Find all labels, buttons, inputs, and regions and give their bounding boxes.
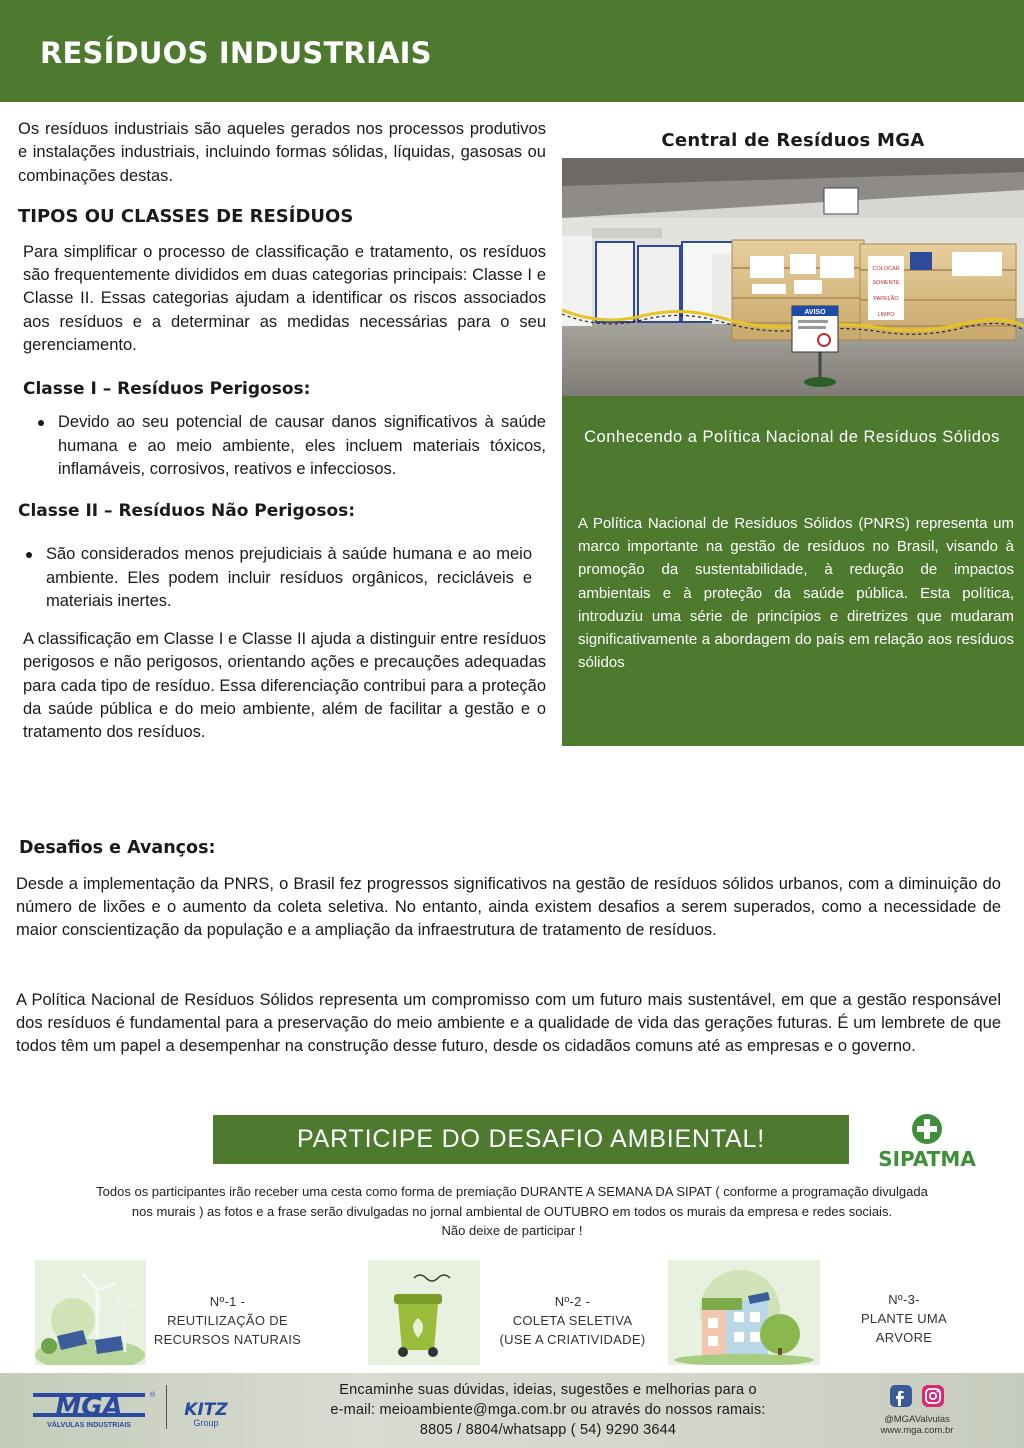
aviso-sign-text: AVISO bbox=[804, 309, 826, 316]
logo-divider bbox=[166, 1385, 167, 1429]
challenge-notice bbox=[30, 1182, 994, 1241]
green-building-icon bbox=[668, 1260, 820, 1365]
recycle-bin-icon bbox=[368, 1260, 480, 1365]
page-footer bbox=[0, 1373, 1024, 1448]
social-text bbox=[862, 1414, 972, 1436]
challenge-label-3 bbox=[833, 1290, 975, 1347]
classe1-heading: Classe I – Resíduos Perigosos: bbox=[23, 379, 311, 400]
website-link[interactable]: www.mga.com.br bbox=[880, 1425, 954, 1436]
wind-turbine-icon bbox=[35, 1260, 146, 1365]
bin-label-3: PAPELÃO bbox=[873, 296, 899, 302]
footer-contact bbox=[300, 1380, 796, 1440]
classe2-bullet: São considerados menos prejudiciais à saúde humana e ao meio ambiente. Eles podem incluir resíduos orgânicos, recicláveis e materiais inertes. bbox=[46, 543, 532, 613]
tipos-heading: TIPOS OU CLASSES DE RESÍDUOS bbox=[18, 205, 354, 227]
classe1-list bbox=[18, 411, 546, 481]
challenge-text-3a: PLANTE UMA bbox=[860, 1311, 948, 1326]
desafios-heading: Desafios e Avanços: bbox=[19, 838, 216, 858]
notice-line-3: Não deixe de participar ! bbox=[441, 1223, 583, 1238]
mga-logo-text: MGA bbox=[55, 1392, 123, 1422]
classe1-bullet: Devido ao seu potencial de causar danos significativos à saúde humana e ao meio ambiente, eles incluem materiais tóxicos, inflamáveis, corrosivos, reativos e infecciosos. bbox=[58, 411, 546, 481]
challenge-text-2a: COLETA SELETIVA bbox=[512, 1313, 633, 1328]
instagram-icon[interactable] bbox=[922, 1385, 944, 1407]
footer-line-2[interactable]: e-mail: meioambiente@mga.com.br ou através do nossos ramais: bbox=[330, 1402, 766, 1418]
challenge-text-2b: (USE A CRIATIVIDADE) bbox=[499, 1332, 646, 1347]
pnrs-box bbox=[562, 396, 1024, 746]
footer-line-3: 8805 / 8804/whatsapp ( 54) 9290 3644 bbox=[419, 1422, 677, 1438]
challenge-number-1: Nº-1 - bbox=[209, 1294, 246, 1309]
photo-title: Central de Resíduos MGA bbox=[661, 130, 925, 151]
footer-line-1: Encaminhe suas dúvidas, ideias, sugestões e melhorias para o bbox=[339, 1382, 757, 1398]
desafios-paragraph-1: Desde a implementação da PNRS, o Brasil fez progressos significativos na gestão de resíduos sólidos urbanos, com a diminuição do número de lixões e o aumento da coleta seletiva. No entanto, ainda existem desafios a serem superados, como a necessidade de maior conscientização da população e a ampliação da infraestrutura de tratamento de resíduos. bbox=[16, 875, 1001, 940]
classificacao-paragraph: A classificação em Classe I e Classe II ajuda a distinguir entre resíduos perigosos e não perigosos, orientando ações e precauções adequadas para cada tipo de resíduo. Essa diferenciação contribui para a proteção da saúde pública e do meio ambiente, além de facilitar a gestão e o tratamento dos resíduos. bbox=[23, 630, 546, 742]
challenge-text-1a: REUTILIZAÇÃO DE bbox=[167, 1313, 288, 1328]
desafios-paragraph-2: A Política Nacional de Resíduos Sólidos representa um compromisso com um futuro mais sustentável, em que a gestão responsável dos resíduos é fundamental para a preservação do meio ambiente e a qualidade de vida das gerações futuras. É um lembrete de que todos têm um papel a desempenhar na construção desse futuro, desde os cidadãos comuns até as empresas e o governo. bbox=[16, 991, 1001, 1056]
facebook-icon[interactable] bbox=[890, 1385, 912, 1407]
classe2-heading: Classe II – Resíduos Não Perigosos: bbox=[18, 501, 356, 522]
kitz-logo-text: KITZ bbox=[184, 1400, 228, 1420]
challenge-text-3b: ARVORE bbox=[875, 1330, 933, 1345]
pnrs-title: Conhecendo a Política Nacional de Resíduos Sólidos bbox=[584, 428, 1000, 446]
bin-label-4: LIMPO bbox=[877, 312, 895, 318]
sipatma-logo bbox=[872, 1112, 982, 1172]
pnrs-text: A Política Nacional de Resíduos Sólidos (PNRS) representa um marco importante na gestão de resíduos no Brasil, visando à promoção da sustentabilidade, à redução de impactos ambientais e à proteção da saúde pública. Esta política, introduziu uma série de princípios e diretrizes que mudaram significativamente a abordagem do país em relação aos resíduos sólidos bbox=[578, 515, 1014, 672]
challenge-number-2: Nº-2 - bbox=[554, 1294, 591, 1309]
challenge-text-1b: RECURSOS NATURAIS bbox=[153, 1332, 302, 1347]
kitz-logo bbox=[176, 1397, 238, 1429]
left-column bbox=[18, 118, 546, 745]
sipatma-text: SIPATMA bbox=[878, 1147, 976, 1171]
challenge-image-1 bbox=[35, 1260, 146, 1365]
central-residuos-photo bbox=[562, 158, 1024, 396]
challenge-label-2 bbox=[495, 1292, 650, 1349]
social-handle[interactable]: @MGAValvulas bbox=[884, 1414, 950, 1425]
tipos-paragraph: Para simplificar o processo de classificação e tratamento, os resíduos são frequentemente divididos em duas categorias principais: Classe I e Classe II. Essas categorias ajudam a identificar os riscos associados aos resíduos e a determinar as medidas necessárias para o seu gerenciamento. bbox=[23, 242, 546, 355]
challenge-image-2 bbox=[368, 1260, 480, 1365]
kitz-logo-sub: Group bbox=[193, 1418, 219, 1428]
page-header bbox=[0, 0, 1024, 102]
mga-logo-sub: VÁLVULAS INDUSTRIAIS bbox=[47, 1422, 131, 1429]
warehouse-illustration bbox=[562, 158, 1024, 396]
page-title: RESÍDUOS INDUSTRIAIS bbox=[40, 36, 432, 70]
challenge-banner: PARTICIPE DO DESAFIO AMBIENTAL! bbox=[213, 1115, 849, 1164]
notice-line-2: nos murais ) as fotos e a frase serão divulgadas no jornal ambiental de OUTUBRO em todos os murais da empresa e redes sociais. bbox=[131, 1203, 893, 1219]
intro-paragraph: Os resíduos industriais são aqueles gerados nos processos produtivos e instalações industriais, incluindo formas sólidas, líquidas, gasosas ou combinações destas. bbox=[18, 120, 546, 185]
challenge-number-3: Nº-3- bbox=[888, 1292, 920, 1307]
svg-text:®: ® bbox=[150, 1392, 156, 1399]
classe2-list bbox=[18, 543, 532, 613]
challenge-image-3 bbox=[668, 1260, 820, 1365]
bin-label-1: COLOCAR bbox=[872, 266, 900, 272]
challenge-label-1 bbox=[150, 1292, 305, 1349]
notice-line-1: Todos os participantes irão receber uma cesta como forma de premiação DURANTE A SEMANA DA SIPAT ( conforme a programação divulgada bbox=[96, 1184, 928, 1199]
mga-logo bbox=[33, 1387, 158, 1431]
bin-label-2: SOMENTE bbox=[872, 280, 900, 286]
